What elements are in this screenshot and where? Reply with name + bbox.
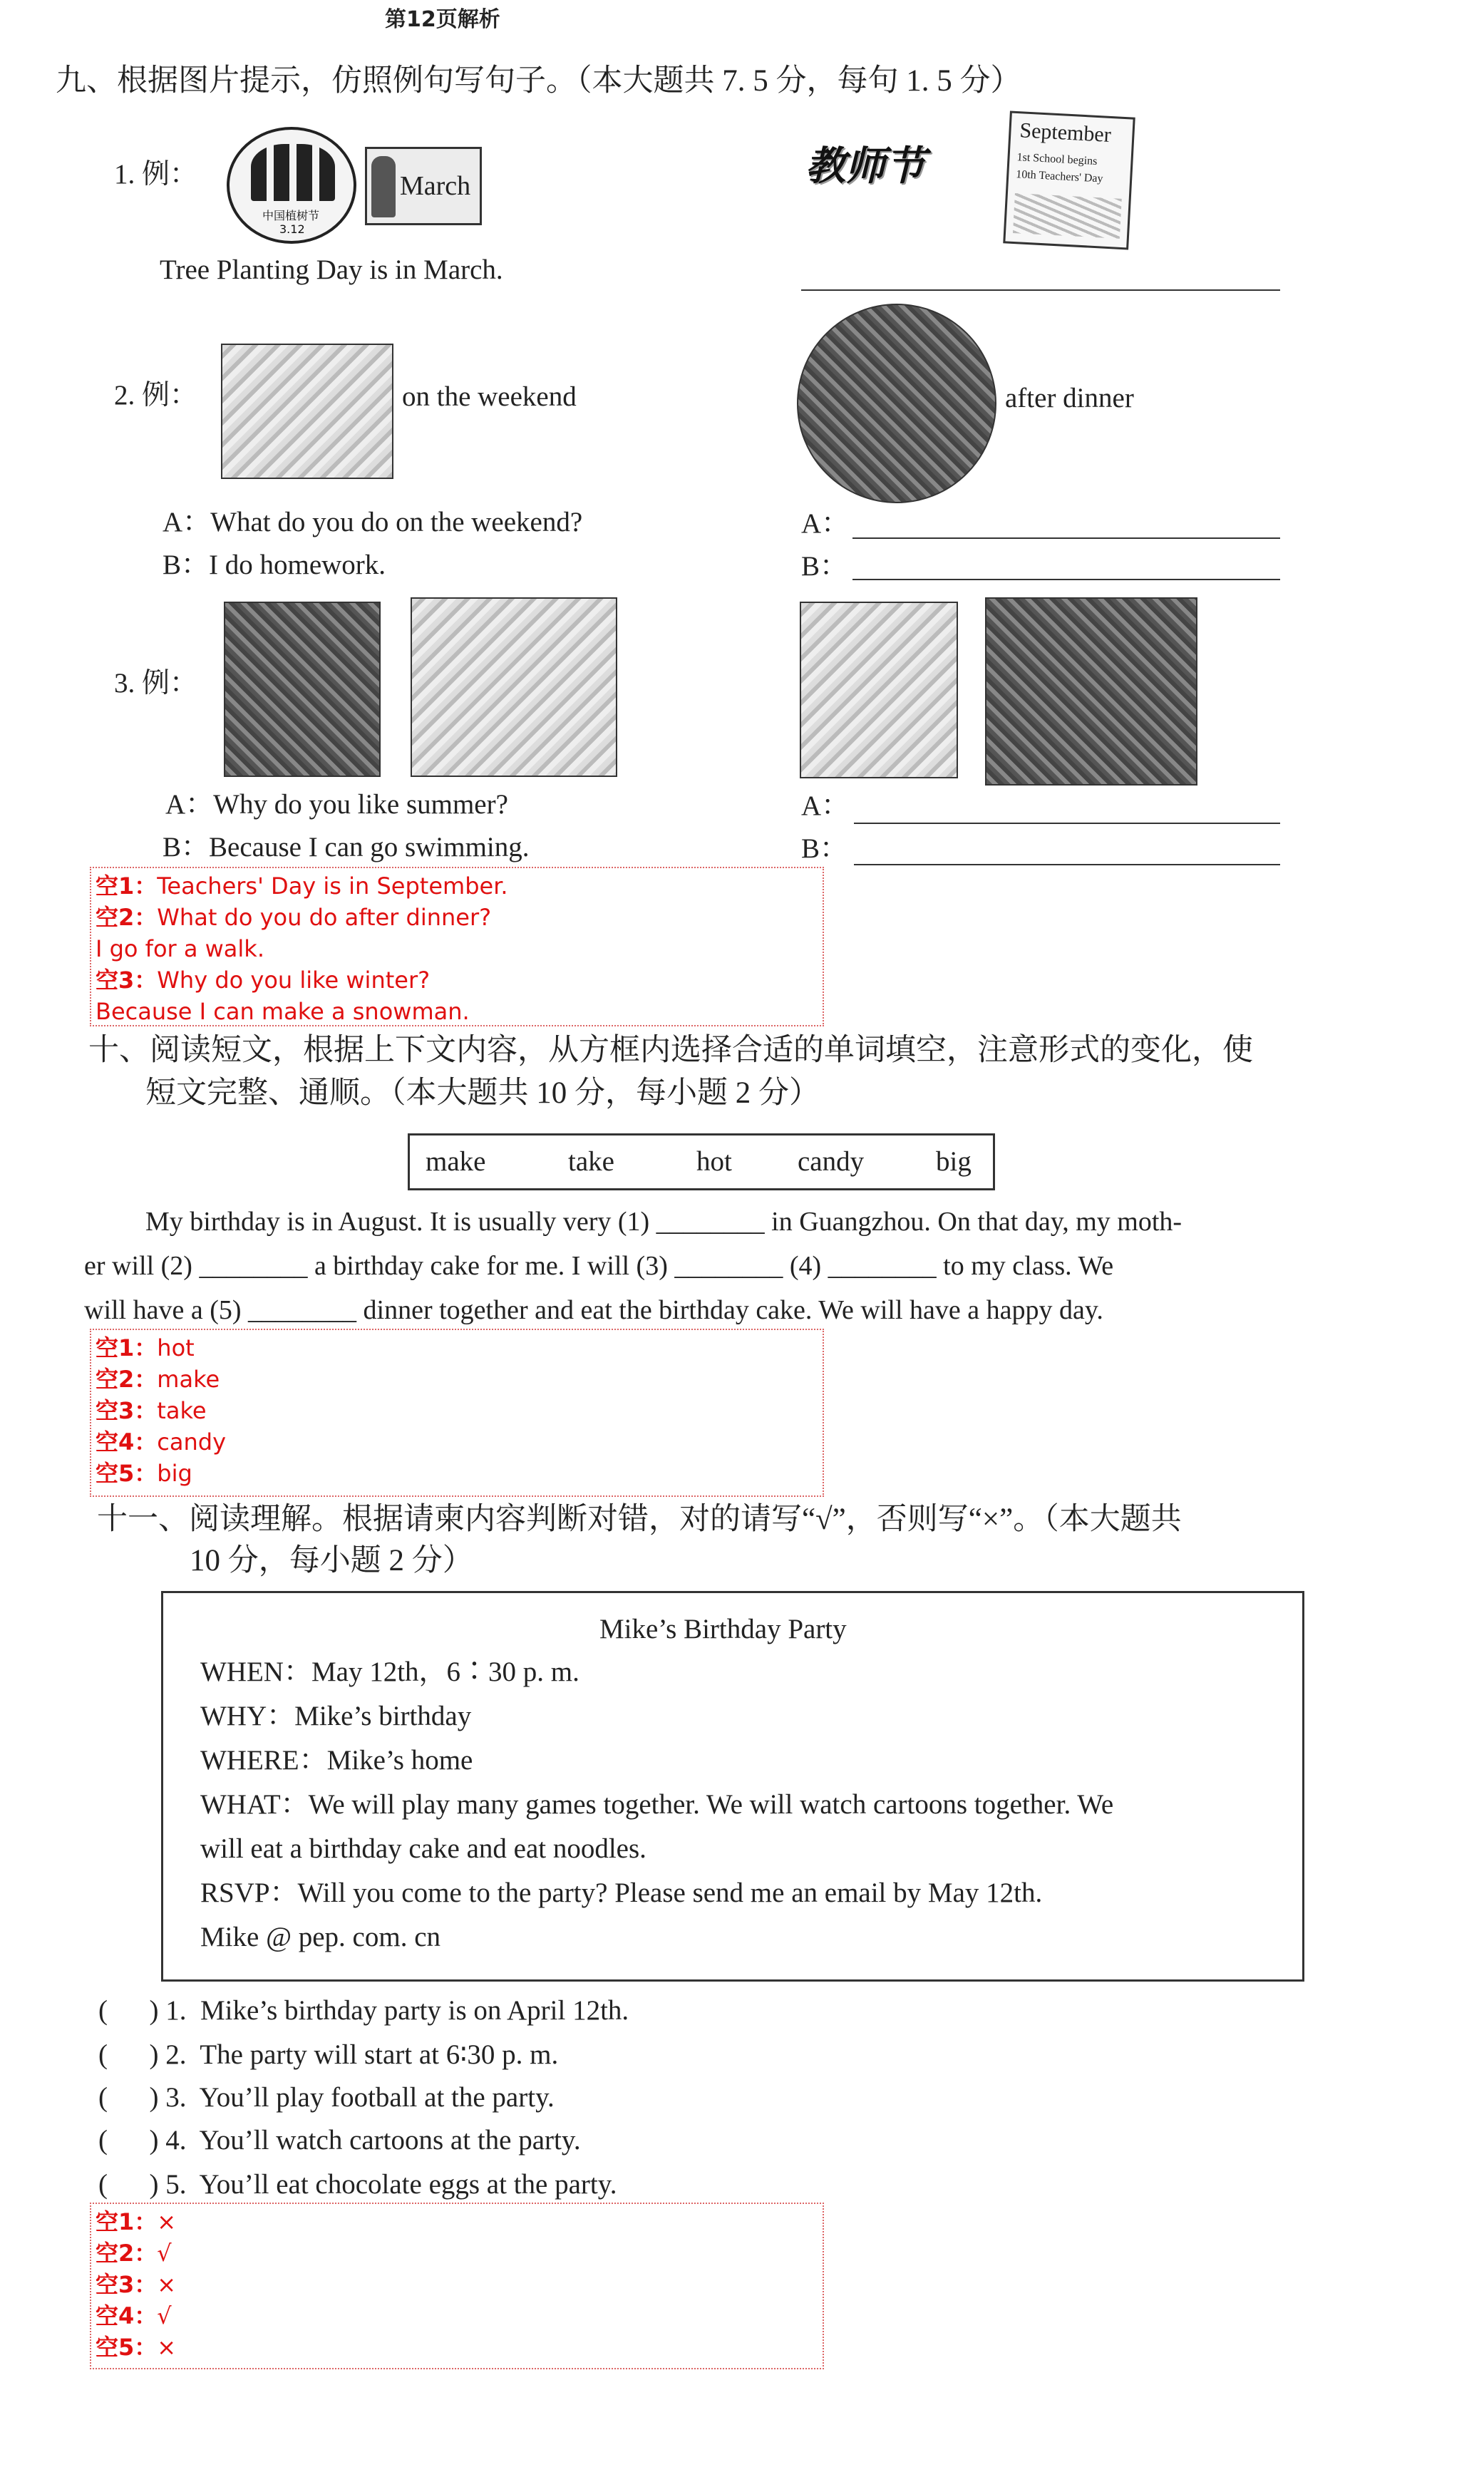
q2-a-answer-line — [852, 537, 1280, 539]
q3-a-label: A： — [801, 790, 850, 821]
answer-label: 空2： — [96, 2240, 158, 2267]
september-calendar-image — [1003, 111, 1135, 250]
calendar-title: September — [1019, 118, 1112, 147]
section10-heading-line2: 短文完整、通顺。（本大题共 10 分，每小题 2 分） — [145, 1076, 820, 1110]
calendar-sketch-icon — [1013, 193, 1122, 239]
answer-label: 空3： — [96, 967, 158, 994]
section10-answer-4 — [96, 1428, 226, 1456]
q2-number: 2. 例： — [114, 380, 198, 411]
section10-answer-1 — [96, 1334, 195, 1361]
calendar-line2: 10th Teachers' Day — [1015, 168, 1103, 185]
word-bank-item: hot — [696, 1146, 732, 1177]
section10-heading-line1: 十、阅读短文，根据上下文内容，从方框内选择合适的单词填空，注意形式的变化，使 — [88, 1034, 1253, 1067]
section11-answer-5 — [96, 2334, 176, 2361]
person-icon — [371, 156, 396, 217]
winter-snow-scene-image — [800, 602, 958, 778]
teachers-day-title: 教师节 — [805, 143, 925, 190]
invitation-line: WHEN：May 12th，6∶30 p. m. — [200, 1657, 579, 1687]
section11-answer-3 — [96, 2271, 176, 2298]
q2-example-caption: on the weekend — [402, 381, 577, 412]
q3-example-b: B：Because I can go swimming. — [163, 832, 530, 862]
section10-answer-2 — [96, 1366, 220, 1393]
tree-icon — [251, 144, 335, 201]
answer-text: × — [157, 2334, 177, 2361]
q1-example-sentence: Tree Planting Day is in March. — [160, 254, 503, 285]
answer-label: 空1： — [96, 2208, 158, 2235]
word-bank-item: make — [426, 1146, 486, 1177]
true-false-question-1: ( ) 1. Mike’s birthday party is on April 12th. — [98, 1995, 629, 2026]
section11-answer-box — [90, 2203, 824, 2369]
invitation-line: WHY：Mike’s birthday — [200, 1701, 472, 1731]
q1-answer-line — [801, 289, 1280, 291]
summer-garden-image — [224, 602, 381, 777]
answer-label: 空4： — [96, 2302, 158, 2329]
march-label: March — [400, 171, 471, 201]
page-title: 第12页解析 — [385, 7, 500, 32]
answer-label: 空4： — [96, 1428, 158, 1456]
section11-answer-4 — [96, 2302, 172, 2329]
passage-line-1: My birthday is in August. It is usually very (1) ________ in Guangzhou. On that day, my moth- — [145, 1207, 1182, 1237]
q2-example-b: B：I do homework. — [163, 550, 386, 580]
answer-label: 空1： — [96, 1334, 158, 1361]
q3-number: 3. 例： — [114, 668, 198, 699]
section11-answer-1 — [96, 2208, 176, 2235]
true-false-question-4: ( ) 4. You’ll watch cartoons at the party. — [98, 2125, 581, 2156]
swimming-boy-image — [411, 597, 617, 777]
stamp-text: 中国植树节 — [262, 209, 320, 222]
answer-text: make — [157, 1366, 220, 1393]
section9-heading: 九、根据图片提示，仿照例句写句子。（本大题共 7. 5 分，每句 1. 5 分） — [56, 64, 1021, 98]
invitation-line: WHERE：Mike’s home — [200, 1745, 473, 1776]
invitation-line: RSVP：Will you come to the party? Please send me an email by May 12th. — [200, 1878, 1043, 1908]
q1-number: 1. 例： — [114, 159, 198, 190]
q2-example-a: A：What do you do on the weekend? — [163, 507, 583, 537]
answer-text: Because I can make a snowman. — [96, 998, 470, 1025]
answer-text: candy — [157, 1428, 227, 1456]
word-bank-box — [408, 1133, 995, 1190]
word-bank-item: big — [936, 1146, 972, 1177]
section9-answer-2 — [96, 904, 491, 931]
section11-answer-2 — [96, 2240, 172, 2267]
invitation-title: Mike’s Birthday Party — [599, 1614, 847, 1644]
section9-answer-2b — [96, 935, 264, 962]
invitation-line: Mike @ pep. com. cn — [200, 1922, 441, 1952]
homework-boy-image — [221, 344, 393, 479]
word-bank-item: candy — [798, 1146, 865, 1177]
q3-a-answer-line — [854, 823, 1280, 824]
section11-heading-line2: 10 分，每小题 2 分） — [190, 1544, 473, 1577]
march-card-image — [365, 147, 482, 225]
birthday-invitation-box — [161, 1591, 1304, 1982]
word-bank-item: take — [568, 1146, 614, 1177]
passage-line-3: will have a (5) ________ dinner together and eat the birthday cake. We will have a happy day. — [84, 1295, 1103, 1325]
answer-text: × — [157, 2208, 177, 2235]
answer-label: 空2： — [96, 904, 158, 931]
q2-b-label: B： — [801, 551, 848, 582]
q2-a-label: A： — [801, 508, 850, 539]
answer-text: √ — [157, 2240, 172, 2267]
walk-after-dinner-image — [797, 304, 996, 503]
true-false-question-3: ( ) 3. You’ll play football at the party. — [98, 2082, 555, 2113]
section10-answer-3 — [96, 1397, 207, 1424]
q2-b-answer-line — [852, 579, 1280, 580]
answer-text: √ — [157, 2302, 172, 2329]
answer-label: 空5： — [96, 1460, 158, 1487]
section10-answer-5 — [96, 1460, 192, 1487]
invitation-line: WHAT：We will play many games together. We will watch cartoons together. We — [200, 1789, 1114, 1820]
answer-text: Why do you like winter? — [157, 967, 431, 994]
calendar-line1: 1st School begins — [1016, 151, 1098, 168]
section11-heading-line1: 十一、阅读理解。根据请柬内容判断对错，对的请写“√”，否则写“×”。（本大题共 — [97, 1503, 1182, 1536]
answer-label: 空3： — [96, 2271, 158, 2298]
answer-text: take — [157, 1397, 207, 1424]
true-false-question-2: ( ) 2. The party will start at 6∶30 p. m. — [98, 2039, 559, 2070]
stamp-date: 3.12 — [279, 222, 305, 236]
section9-answer-3b — [96, 998, 470, 1025]
snowman-children-image — [985, 597, 1197, 786]
answer-text: hot — [157, 1334, 195, 1361]
q2-task-caption: after dinner — [1005, 383, 1134, 413]
q3-b-label: B： — [801, 833, 848, 864]
true-false-question-5: ( ) 5. You’ll eat chocolate eggs at the party. — [98, 2169, 617, 2200]
answer-label: 空1： — [96, 872, 158, 900]
answer-label: 空2： — [96, 1366, 158, 1393]
answer-label: 空5： — [96, 2334, 158, 2361]
answer-text: × — [157, 2271, 177, 2298]
section10-answer-box — [90, 1329, 824, 1497]
answer-text: I go for a walk. — [96, 935, 264, 962]
section9-answer-1 — [96, 872, 508, 900]
section9-answer-box — [90, 867, 824, 1026]
passage-line-2: er will (2) ________ a birthday cake for me. I will (3) ________ (4) ________ to my class. We — [84, 1251, 1114, 1281]
q3-b-answer-line — [854, 864, 1280, 865]
answer-text: What do you do after dinner? — [157, 904, 492, 931]
q3-example-a: A：Why do you like summer? — [165, 789, 508, 820]
answer-text: big — [157, 1460, 192, 1487]
section9-answer-3 — [96, 967, 430, 994]
invitation-line: will eat a birthday cake and eat noodles. — [200, 1833, 646, 1864]
answer-label: 空3： — [96, 1397, 158, 1424]
answer-text: Teachers' Day is in September. — [157, 872, 508, 900]
tree-planting-stamp-image — [227, 127, 356, 244]
